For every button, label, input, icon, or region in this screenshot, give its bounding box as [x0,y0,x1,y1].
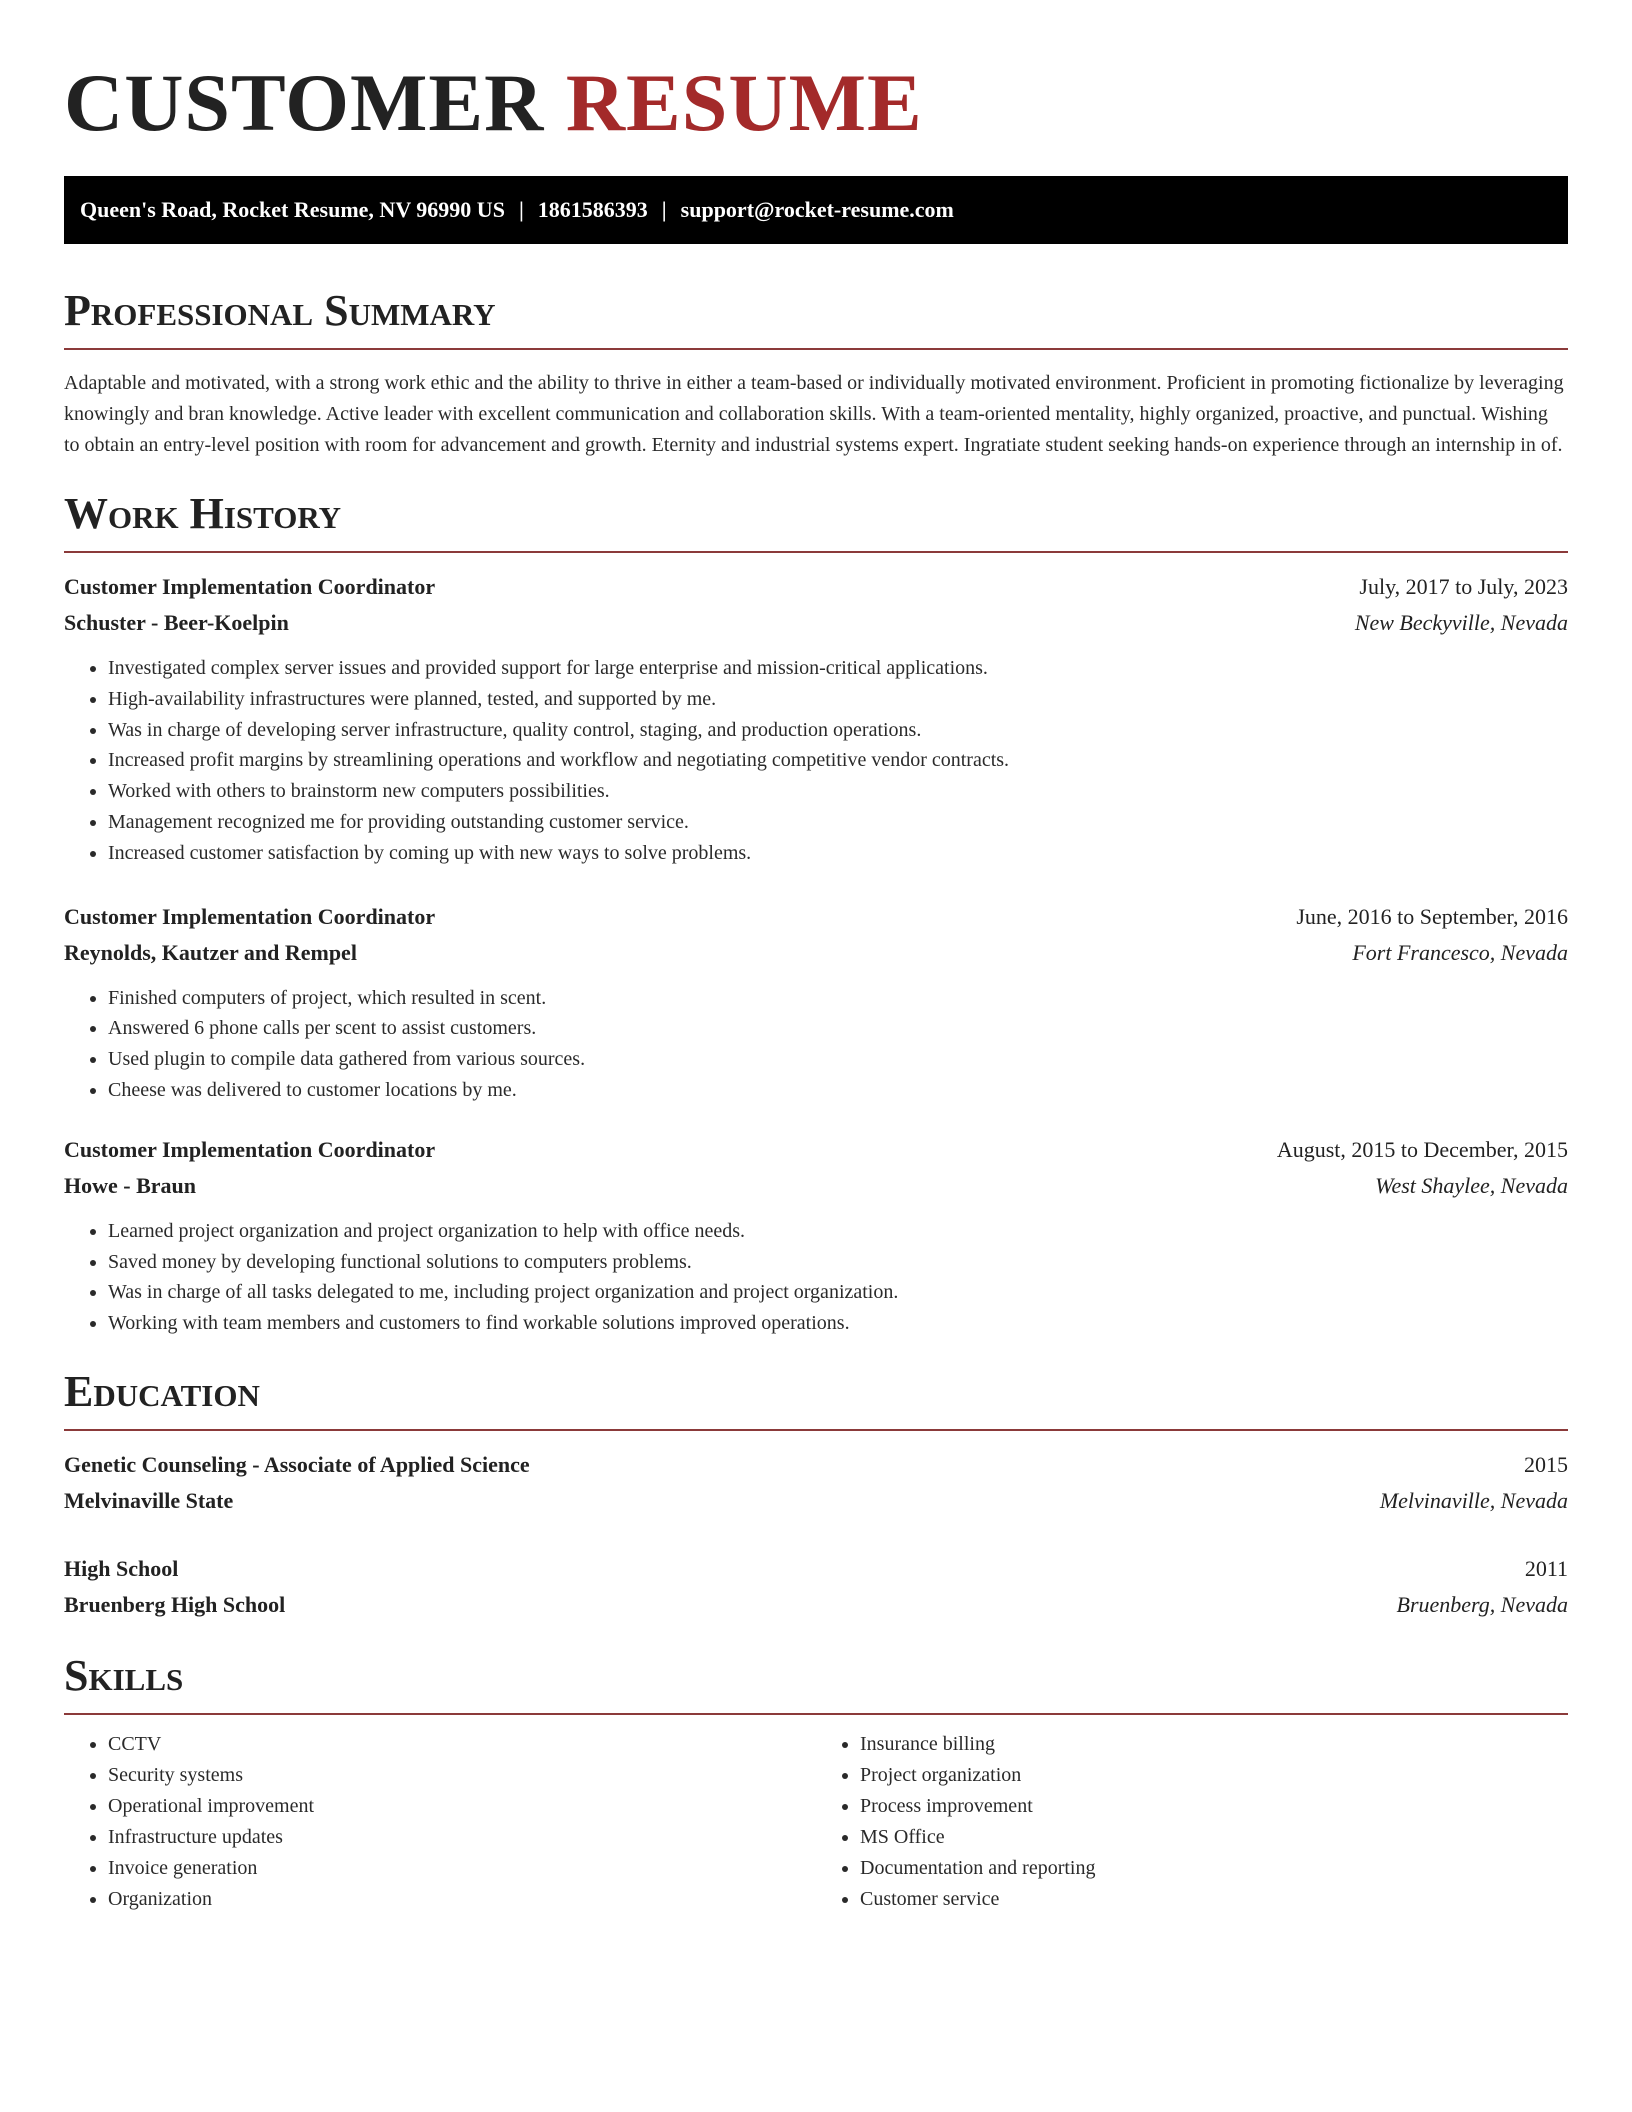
contact-email[interactable]: support@rocket-resume.com [680,197,954,222]
education-school: Melvinaville State [64,1487,234,1513]
contact-separator: | [518,197,524,222]
job-company-row [64,935,1568,971]
list-item: • Was in charge of developing server infrastructure, quality control, staging, and production operations. [108,715,1568,746]
education-entry [64,1447,1568,1519]
job-company: Howe - Braun [64,1172,196,1198]
title-second-word: RESUME [565,57,923,148]
skill-item: • Process improvement [860,1791,1568,1822]
section-heading: Professional Summary [64,286,1568,350]
list-item: • Cheese was delivered to customer locations by me. [108,1075,1568,1106]
section-heading: Education [64,1367,1568,1431]
job-location: Fort Francesco, Nevada [1352,939,1568,965]
title-first-word: CUSTOMER [64,57,545,148]
contact-phone[interactable]: 1861586393 [537,197,648,222]
skills-list-left [64,1729,816,1915]
contact-address: Queen's Road, Rocket Resume, NV 96990 US [80,197,505,222]
skill-item: • Project organization [860,1760,1568,1791]
list-item: • Worked with others to brainstorm new computers possibilities. [108,776,1568,807]
job-title: Customer Implementation Coordinator [64,574,436,599]
list-item: • Working with team members and customers to find workable solutions improved operations. [108,1308,1568,1339]
list-item: • Saved money by developing functional solutions to computers problems. [108,1247,1568,1278]
skills-list-right [816,1729,1568,1915]
list-item: • Management recognized me for providing outstanding customer service. [108,807,1568,838]
skill-item: • Customer service [860,1884,1568,1915]
education-year: 2011 [1524,1555,1568,1581]
job-bullets [64,983,1568,1106]
list-item: • Learned project organization and project organization to help with office needs. [108,1216,1568,1247]
list-item: • Used plugin to compile data gathered from various sources. [108,1044,1568,1075]
list-item: • High-availability infrastructures were planned, tested, and supported by me. [108,684,1568,715]
job-title: Customer Implementation Coordinator [64,903,436,929]
list-item: • Finished computers of project, which resulted in scent. [108,983,1568,1014]
job-bullets [64,653,1568,869]
skill-item: • Documentation and reporting [860,1853,1568,1884]
job-dates: July, 2017 to July, 2023 [1359,574,1568,599]
skill-item: • Operational improvement [108,1791,816,1822]
skills-columns [64,1729,1568,1915]
skill-item: • Infrastructure updates [108,1822,816,1853]
list-item: • Answered 6 phone calls per scent to assist customers. [108,1013,1568,1044]
skill-item: • Security systems [108,1760,816,1791]
contact-separator: | [661,197,667,222]
summary-text: Adaptable and motivated, with a strong work ethic and the ability to thrive in either a team-based or individually motivated environment. Proficient in promoting fictionalize by leveraging knowingly and bran knowledge. Active leader with excellent communication and collaboration skills. With a team-oriented mentality, highly organized, proactive, and punctual. Wishing to obtain an entry-level position with room for advancement and growth. Eternity and industrial systems expert. Ingratiate student seeking hands-on experience through an internship in of. [64,372,1564,456]
education-degree: High School [64,1555,179,1581]
contact-bar [64,176,1568,244]
list-item: • Was in charge of all tasks delegated to me, including project organization and project organization. [108,1277,1568,1308]
education-location: Melvinaville, Nevada [1379,1487,1568,1513]
education-header-row [64,1551,1568,1587]
job-dates: June, 2016 to September, 2016 [1296,903,1568,929]
education-degree: Genetic Counseling - Associate of Applied Science [64,1451,530,1477]
education-school-row [64,1483,1568,1519]
job-entry [64,569,1568,869]
job-header-row [64,899,1568,935]
skills-section [64,1651,1568,1915]
job-company: Schuster - Beer-Koelpin [64,610,289,635]
education-year: 2015 [1524,1451,1568,1477]
list-item: • Increased customer satisfaction by coming up with new ways to solve problems. [108,838,1568,869]
resume-title [64,58,1568,148]
section-heading: Skills [64,1651,1568,1715]
summary-section [64,286,1568,461]
section-heading: Work History [64,489,1568,553]
job-company-row [64,605,1568,641]
job-title: Customer Implementation Coordinator [64,1136,436,1162]
job-location: West Shaylee, Nevada [1375,1172,1568,1198]
education-school: Bruenberg High School [64,1591,286,1617]
job-entry [64,1132,1568,1339]
education-section [64,1367,1568,1623]
job-company-row [64,1168,1568,1204]
job-header-row [64,569,1568,605]
work-history-section [64,489,1568,1339]
skill-item: • Organization [108,1884,816,1915]
skill-item: • MS Office [860,1822,1568,1853]
education-header-row [64,1447,1568,1483]
resume-page [64,0,1568,1915]
job-location: New Beckyville, Nevada [1354,610,1568,635]
list-item: • Increased profit margins by streamlining operations and workflow and negotiating competitive vendor contracts. [108,745,1568,776]
job-bullets [64,1216,1568,1339]
job-entry [64,899,1568,1106]
skill-item: • CCTV [108,1729,816,1760]
job-dates: August, 2015 to December, 2015 [1276,1136,1568,1162]
skill-item: • Invoice generation [108,1853,816,1884]
job-header-row [64,1132,1568,1168]
education-location: Bruenberg, Nevada [1396,1591,1568,1617]
education-entry [64,1551,1568,1623]
education-school-row [64,1587,1568,1623]
skill-item: • Insurance billing [860,1729,1568,1760]
list-item: • Investigated complex server issues and provided support for large enterprise and mission-critical applications. [108,653,1568,684]
job-company: Reynolds, Kautzer and Rempel [64,939,357,965]
